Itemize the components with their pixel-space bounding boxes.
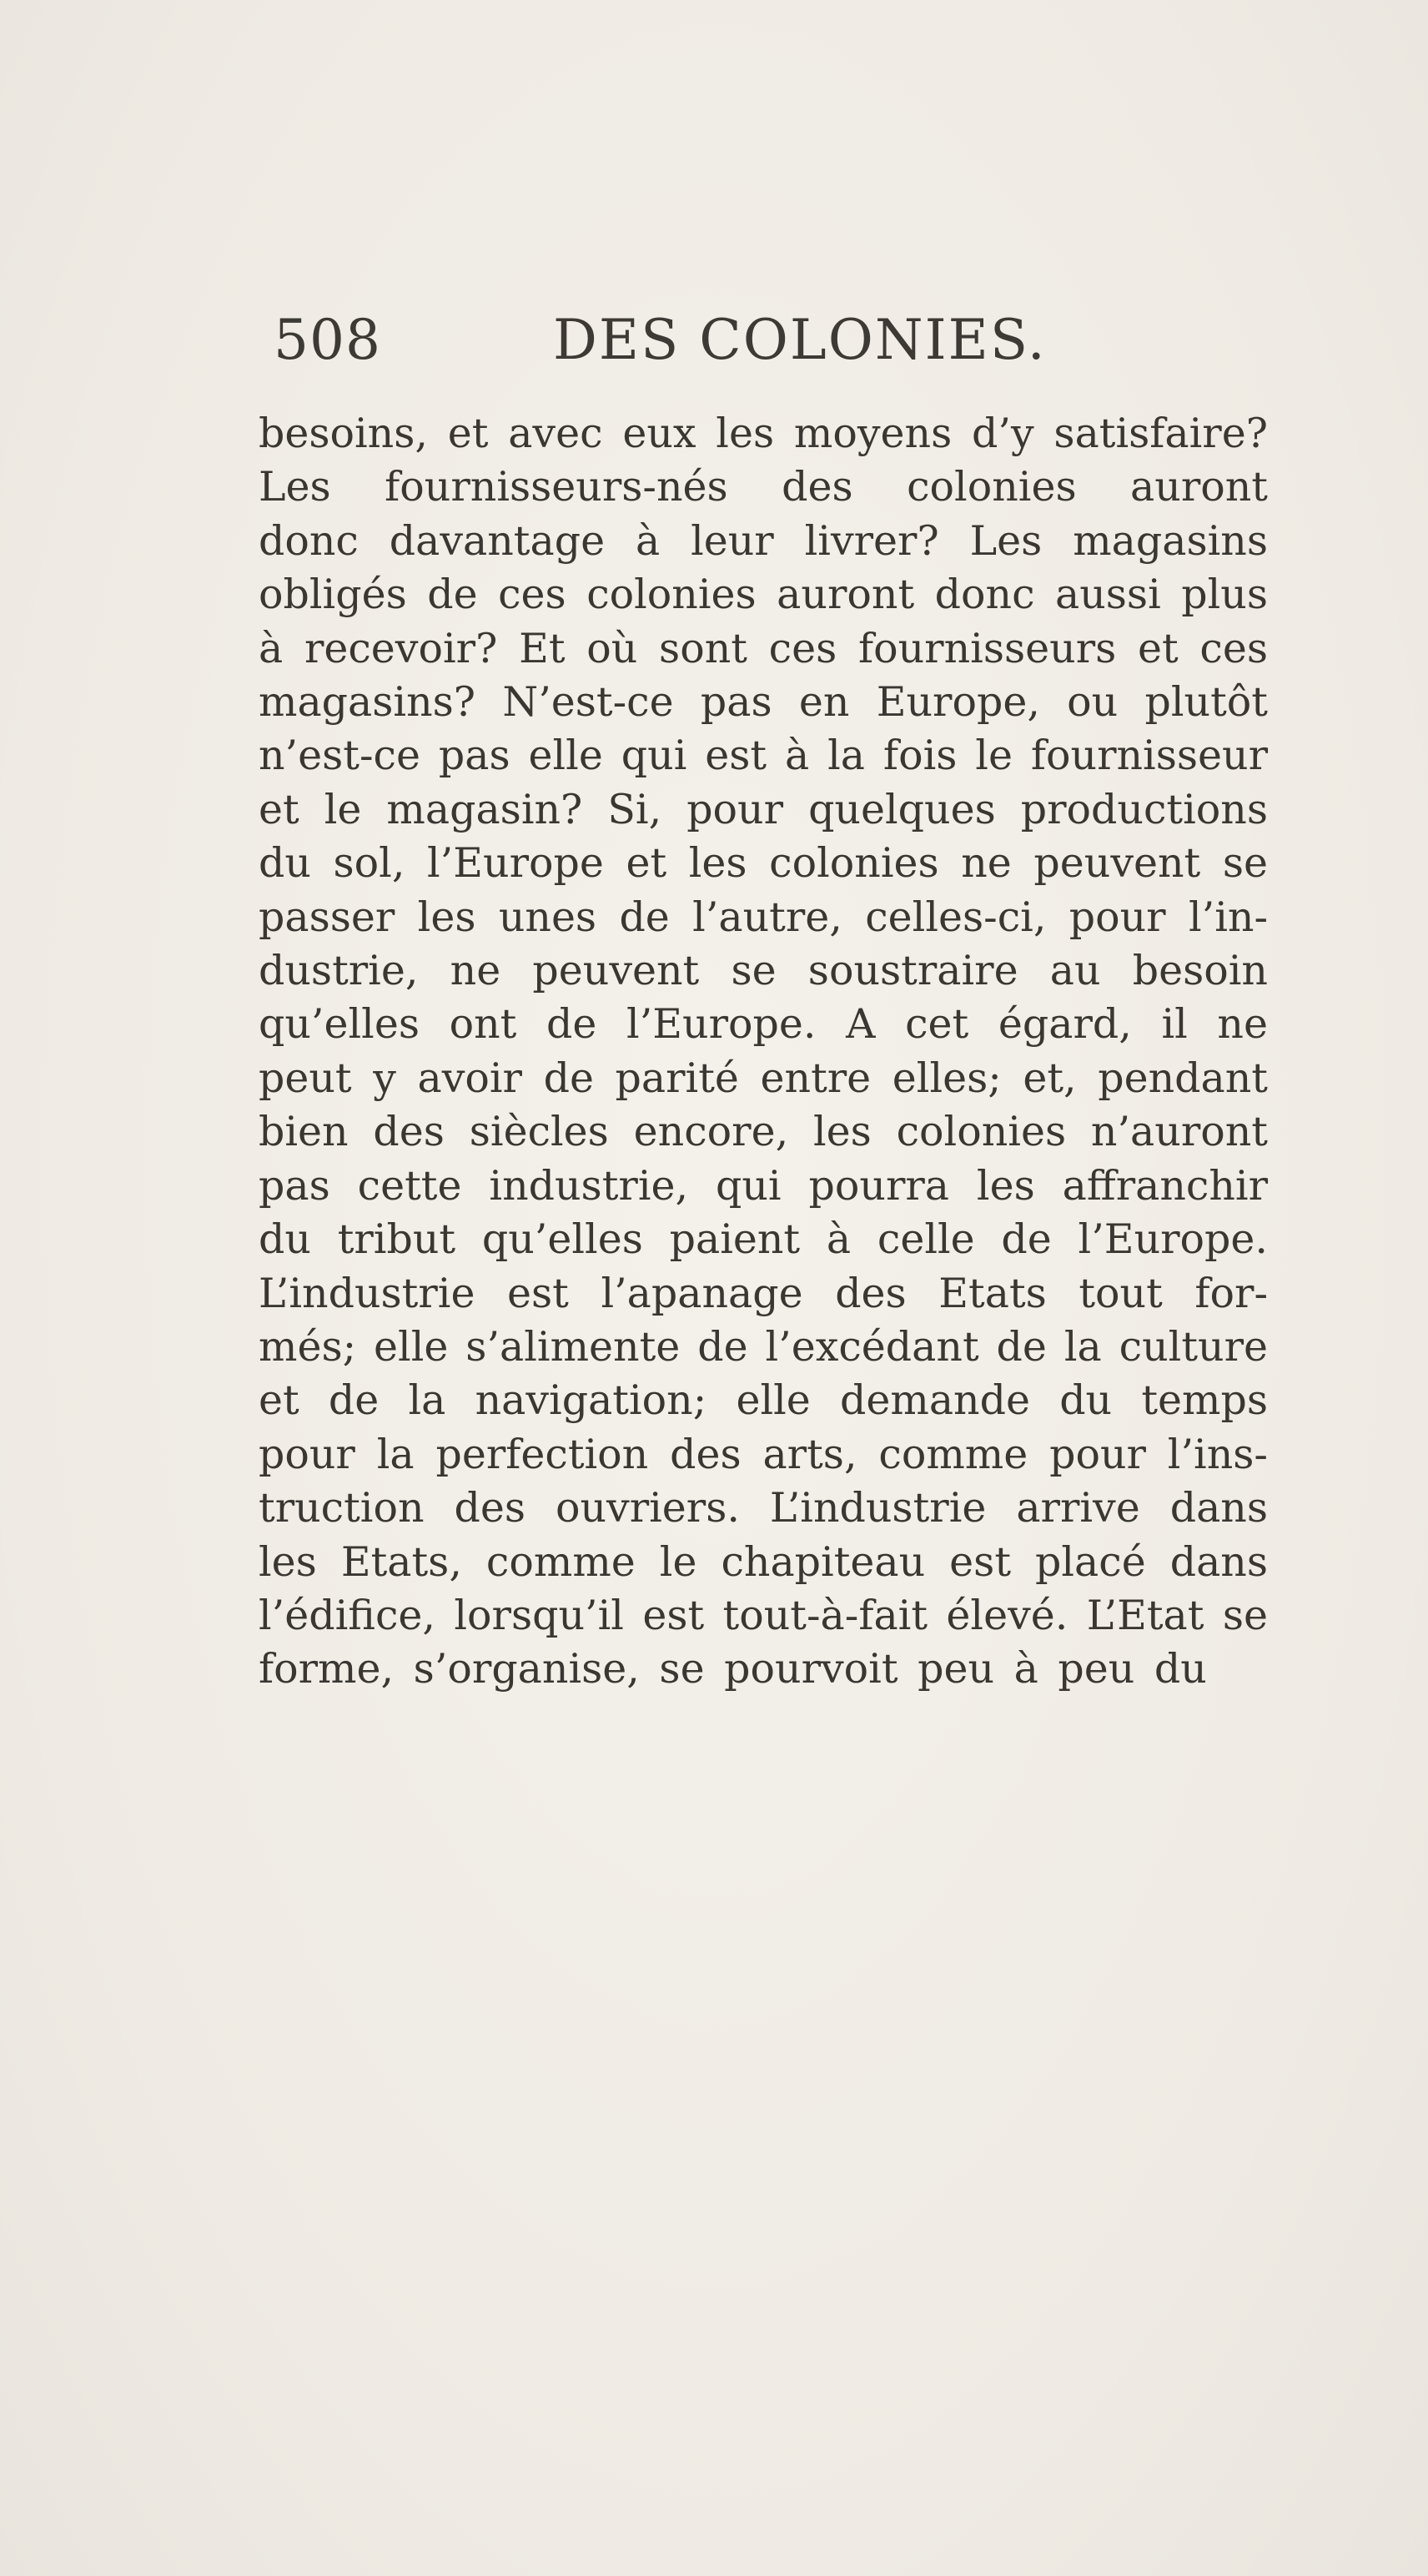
text-line: passer les unes de l’autre, celles-ci, pour l’in- [259, 893, 1268, 941]
text-line: besoins, et avec eux les moyens d’y satisfaire? [259, 410, 1268, 457]
text-line: qu’elles ont de l’Europe. A cet égard, il ne [259, 1000, 1268, 1049]
text-line: peut y avoir de parité entre elles; et, pendant [259, 1054, 1268, 1102]
text-line: truction des ouvriers. L’industrie arrive dans [259, 1484, 1268, 1532]
text-line: et le magasin? Si, pour quelques productions [259, 785, 1268, 833]
body-paragraph [259, 407, 1268, 1697]
text-line: les Etats, comme le chapiteau est placé dans [259, 1537, 1268, 1586]
text-line: du sol, l’Europe et les colonies ne peuvent se [259, 839, 1268, 888]
page-number: 508 [274, 308, 381, 372]
page-header [274, 307, 1266, 374]
text-line: forme, s’organise, se pourvoit peu à peu du [259, 1645, 1207, 1693]
text-line: bien des siècles encore, les colonies n’auront [259, 1108, 1268, 1156]
text-line: més; elle s’alimente de l’excédant de la culture [259, 1322, 1268, 1371]
text-line: à recevoir? Et où sont ces fournisseurs et ces [259, 624, 1268, 672]
text-line: dustrie, ne peuvent se soustraire au besoin [259, 947, 1268, 995]
text-line: obligés de ces colonies auront donc aussi plus [259, 571, 1268, 619]
text-line: pas cette industrie, qui pourra les affranchir [259, 1161, 1268, 1210]
text-line: et de la navigation; elle demande du temps [259, 1376, 1268, 1425]
text-line: l’édifice, lorsqu’il est tout-à-fait élevé. L’Etat se [259, 1591, 1268, 1639]
text-line: du tribut qu’elles paient à celle de l’Europe. [259, 1215, 1268, 1264]
text-line: pour la perfection des arts, comme pour l’ins- [259, 1430, 1268, 1478]
text-line: donc davantage à leur livrer? Les magasins [259, 516, 1268, 565]
text-line: n’est-ce pas elle qui est à la fois le fournisseur [259, 732, 1268, 780]
text-line: L’industrie est l’apanage des Etats tout for- [259, 1269, 1268, 1317]
text-line: magasins? N’est-ce pas en Europe, ou plutôt [259, 678, 1268, 727]
text-line: Les fournisseurs-nés des colonies auront [259, 463, 1268, 511]
running-title: DES COLONIES. [553, 308, 1047, 372]
